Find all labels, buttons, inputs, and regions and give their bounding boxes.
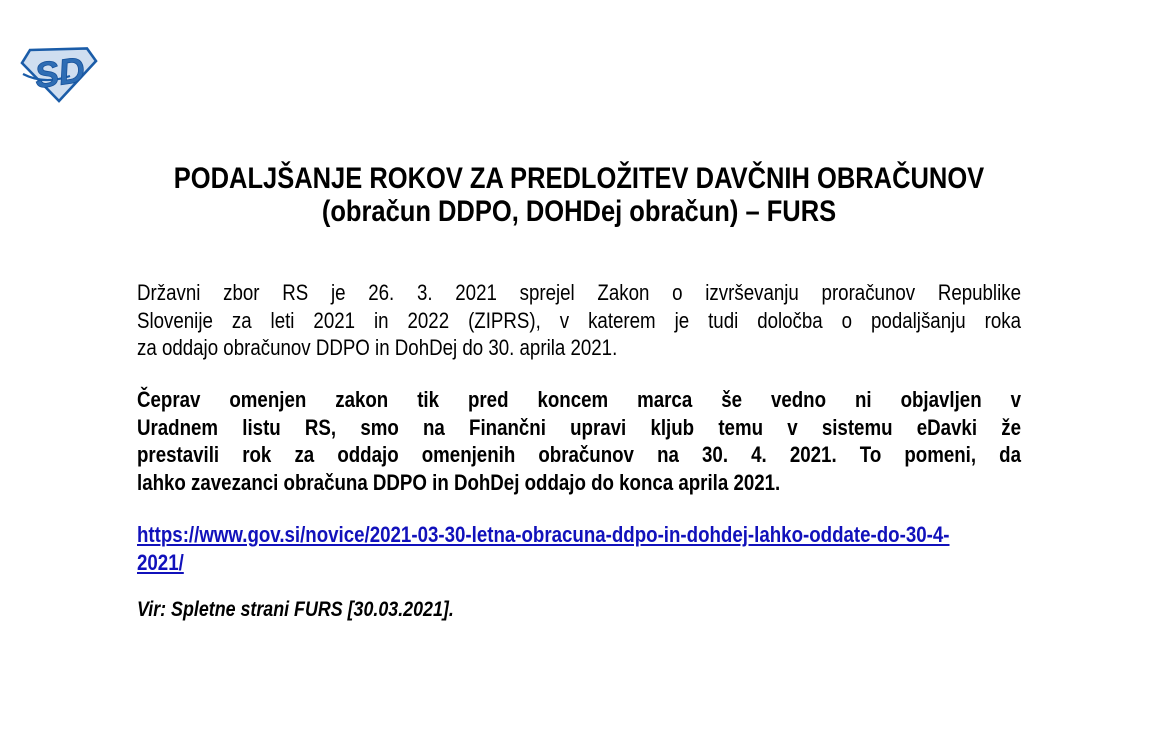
link-line-2[interactable]: 2021/ — [137, 550, 184, 575]
paragraph-line: lahko zavezanci obračuna DDPO in DohDej oddajo do konca aprila 2021. — [137, 469, 781, 495]
paragraph-line: za oddajo obračunov DDPO in DohDej do 30. aprila 2021. — [137, 335, 618, 360]
paragraph-line: prestavili rok za oddajo omenjenih obračunov na 30. 4. 2021. To pomeni, da — [137, 442, 1021, 467]
gov-si-news-link[interactable] — [137, 521, 1021, 577]
title-line-2: (obračun DDPO, DOHDej obračun) – FURS — [321, 195, 837, 228]
sd-shield-icon — [20, 45, 98, 103]
paragraph-line: Slovenije za leti 2021 in 2022 (ZIPRS), v katerem je tudi določba o podaljšanju roka — [137, 307, 1021, 333]
link-line-1[interactable]: https://www.gov.si/novice/2021-03-30-letna-obracuna-ddpo-in-dohdej-lahko-oddate-do-30-4- — [137, 522, 950, 547]
sd-logo — [20, 45, 98, 103]
title-line-1: PODALJŠANJE ROKOV ZA PREDLOŽITEV DAVČNIH OBRAČUNOV — [173, 162, 985, 195]
paragraph-intro — [137, 279, 1021, 362]
logo-letters: SD — [32, 48, 88, 97]
paragraph-line: Državni zbor RS je 26. 3. 2021 sprejel Zakon o izvrševanju proračunov Republike — [137, 280, 1021, 305]
source-note: Vir: Spletne strani FURS [30.03.2021]. — [137, 598, 454, 621]
paragraph-emphasis — [137, 386, 1021, 496]
page-title — [137, 162, 1021, 228]
paragraph-line: Čeprav omenjen zakon tik pred koncem marca še vedno ni objavljen v — [137, 387, 1021, 412]
paragraph-line: Uradnem listu RS, smo na Finančni upravi kljub temu v sistemu eDavki že — [137, 414, 1021, 440]
